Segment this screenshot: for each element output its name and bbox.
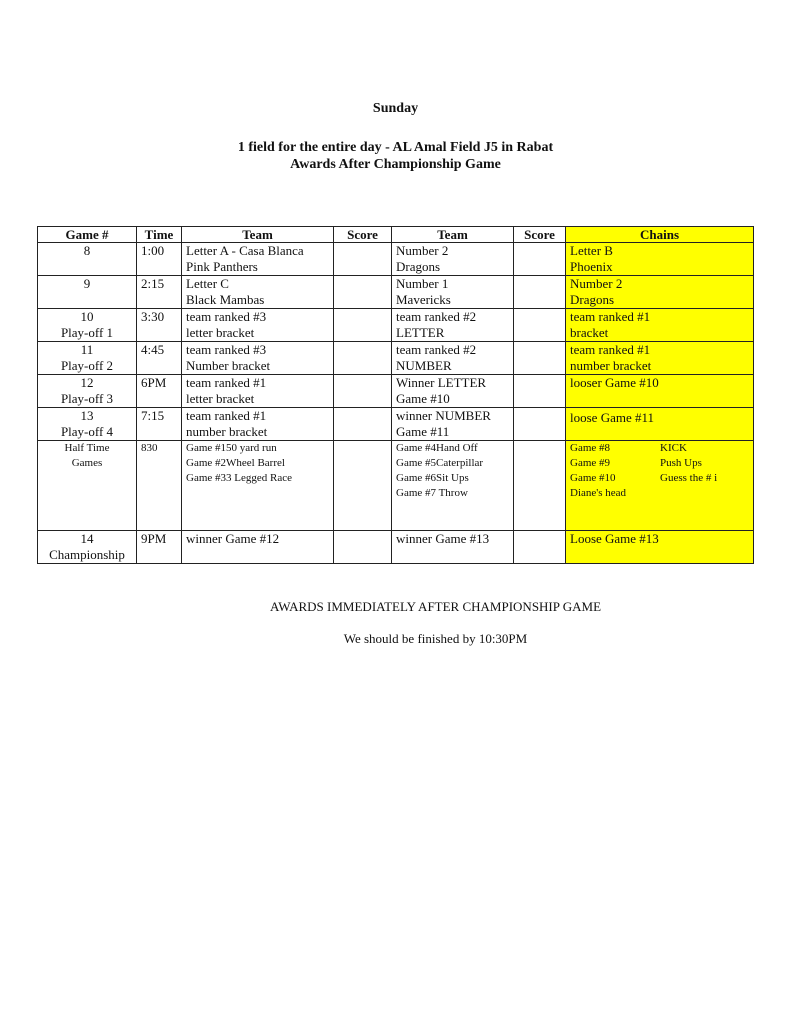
chains-line: Game #9 [570,457,611,469]
score2-cell [514,276,566,309]
team1-line: letter bracket [186,391,255,406]
team2-line: Game #10 [396,391,450,406]
halftime-game: Game #4Hand Off [396,442,478,454]
team1-line: team ranked #1 [186,408,267,423]
team1-line: Letter A - Casa Blanca [186,243,304,258]
team1-line: Number bracket [186,358,271,373]
game-number: 12 [80,375,94,390]
playoff-label: Play-off 3 [60,391,114,406]
halftime-time-cell: 830 [137,441,182,531]
halftime-team1-cell [182,441,334,531]
score2-cell [514,243,566,276]
game-number-cell [38,309,137,342]
score1-cell [334,531,392,564]
chains-line: looser Game #10 [570,375,659,390]
col-header-time: Time [137,227,182,243]
halftime-game: Game #150 yard run [186,442,277,454]
halftime-chains-left [570,441,660,501]
score2-cell [514,342,566,375]
chains-line: team ranked #1 [570,309,651,324]
chains-line: number bracket [570,358,652,373]
playoff-label: Play-off 4 [60,424,114,439]
time-cell: 6PM [137,375,182,408]
col-header-team2: Team [392,227,514,243]
game-number-cell [38,531,137,564]
halftime-game: Game #33 Legged Race [186,472,292,484]
halftime-label-cell [38,441,137,531]
col-header-chains: Chains [566,227,754,243]
team2-cell [392,276,514,309]
championship-label: Championship [49,547,125,562]
team2-line: team ranked #2 [396,342,477,357]
team2-line: NUMBER [396,358,452,373]
halftime-label: Half Time [64,442,110,454]
chains-line: Phoenix [570,259,613,274]
team1-cell [182,309,334,342]
chains-line: Letter B [570,243,613,258]
table-row [38,243,754,276]
chains-line: KICK [660,442,687,454]
chains-line: Game #8 [570,442,611,454]
team1-line: Pink Panthers [186,259,258,274]
chains-line: Diane's head [570,487,627,499]
team1-cell [182,408,334,441]
game-number: 13 [80,408,94,423]
time-cell: 2:15 [137,276,182,309]
team2-line: Game #11 [396,424,450,439]
col-header-score1: Score [334,227,392,243]
table-row [38,276,754,309]
team2-line: Winner LETTER [396,375,487,390]
score2-cell [514,375,566,408]
team2-cell [392,408,514,441]
team2-cell [392,309,514,342]
halftime-row [38,441,754,531]
halftime-chains-grid [570,441,749,501]
chains-line: Guess the # i [660,472,718,484]
page-title-day: Sunday [372,101,419,116]
time-cell: 1:00 [137,243,182,276]
game-number: 8 [83,243,91,258]
score2-cell [514,531,566,564]
game-number-cell [38,276,137,309]
time-cell: 7:15 [137,408,182,441]
score2-cell [514,408,566,441]
playoff-label: Play-off 2 [60,358,114,373]
halftime-game: Game #2Wheel Barrel [186,457,285,469]
game-number: 9 [83,276,91,291]
team2-line: Number 1 [396,276,449,291]
schedule-table [37,226,754,564]
halftime-team2-cell [392,441,514,531]
team1-line: team ranked #3 [186,309,267,324]
score1-cell [334,309,392,342]
team1-line: letter bracket [186,325,255,340]
finish-notice: We should be finished by 10:30PM [343,631,528,646]
chains-line: bracket [570,325,609,340]
team1-cell [182,243,334,276]
chains-cell: Loose Game #13 [566,531,754,564]
halftime-label: Games [71,457,103,469]
team2-line: Dragons [396,259,441,274]
awards-heading: Awards After Championship Game [290,157,501,172]
halftime-game: Game #7 Throw [396,487,468,499]
team2-line: team ranked #2 [396,309,477,324]
game-number: 14 [80,531,94,546]
score1-cell [334,441,392,531]
col-header-team1: Team [182,227,334,243]
halftime-game: Game #6Sit Ups [396,472,469,484]
halftime-game: Game #5Caterpillar [396,457,484,469]
score1-cell [334,243,392,276]
team1-cell [182,375,334,408]
chains-line: Dragons [570,292,615,307]
team2-cell [392,375,514,408]
chains-cell [566,342,754,375]
chains-line: Push Ups [660,457,702,469]
score2-cell [514,441,566,531]
team1-cell: winner Game #12 [182,531,334,564]
score1-cell [334,342,392,375]
chains-cell [566,243,754,276]
awards-notice: AWARDS IMMEDIATELY AFTER CHAMPIONSHIP GAME [269,599,602,614]
team2-line: Mavericks [396,292,451,307]
team1-line: Black Mambas [186,292,265,307]
championship-row [38,531,754,564]
table-row [38,342,754,375]
time-cell: 3:30 [137,309,182,342]
game-number-cell [38,375,137,408]
team2-line: Number 2 [396,243,449,258]
table-row [38,408,754,441]
score1-cell [334,408,392,441]
chains-line: loose Game #11 [570,410,654,425]
team2-line: winner NUMBER [396,408,491,423]
team2-cell [392,342,514,375]
table-row [38,375,754,408]
team1-cell [182,342,334,375]
score1-cell [334,375,392,408]
time-cell: 9PM [137,531,182,564]
field-heading: 1 field for the entire day - AL Amal Field J5 in Rabat [237,140,554,155]
playoff-label: Play-off 1 [60,325,114,340]
chains-cell [566,408,754,441]
header-row [38,227,754,243]
game-number: 11 [80,342,94,357]
col-header-score2: Score [514,227,566,243]
chains-line: team ranked #1 [570,342,651,357]
chains-cell [566,309,754,342]
team1-line: team ranked #1 [186,375,267,390]
chains-line: Game #10 [570,472,616,484]
chains-line: Number 2 [570,276,623,291]
game-number: 10 [80,309,94,324]
table-row [38,309,754,342]
team1-line: Letter C [186,276,229,291]
game-number-cell [38,243,137,276]
team1-line: number bracket [186,424,268,439]
score2-cell [514,309,566,342]
halftime-chains-cell [566,441,754,531]
chains-cell [566,276,754,309]
team2-cell [392,243,514,276]
game-number-cell [38,408,137,441]
team1-line: team ranked #3 [186,342,267,357]
col-header-game: Game # [38,227,137,243]
halftime-chains-right [660,441,717,501]
team2-line: LETTER [396,325,445,340]
time-cell: 4:45 [137,342,182,375]
score1-cell [334,276,392,309]
game-number-cell [38,342,137,375]
team2-cell: winner Game #13 [392,531,514,564]
team1-cell [182,276,334,309]
chains-cell [566,375,754,408]
